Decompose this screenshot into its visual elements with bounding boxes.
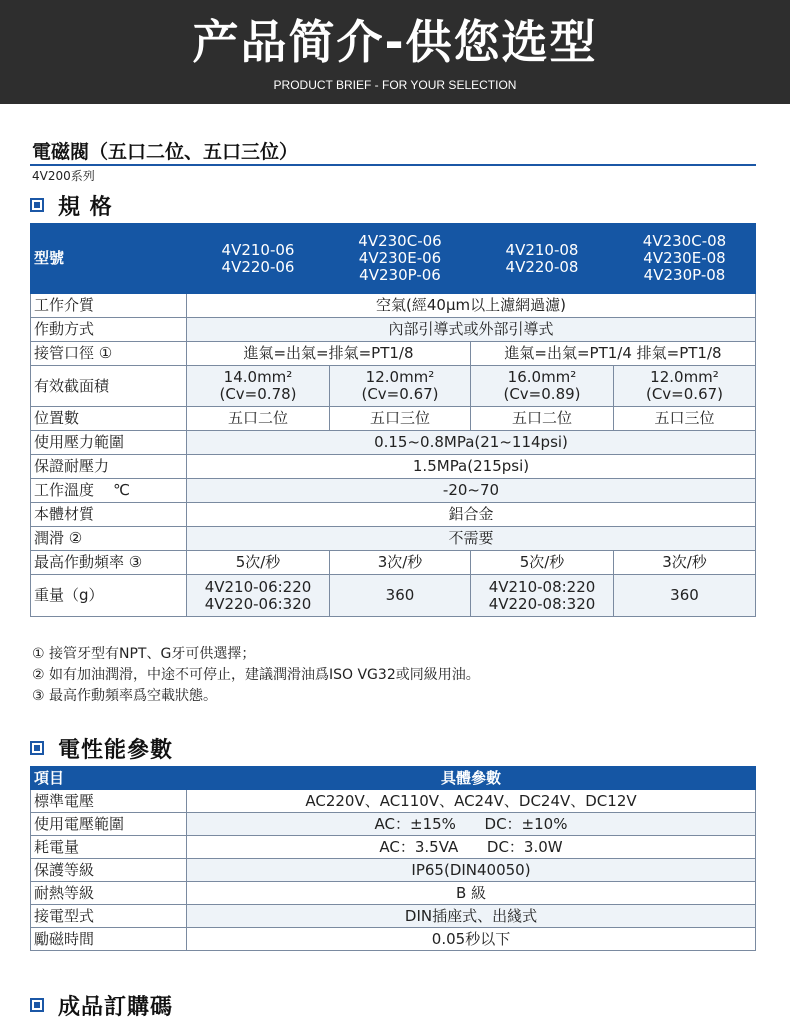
spec-label: 保證耐壓力 <box>31 455 187 479</box>
electrical-label: 標準電壓 <box>31 790 187 813</box>
spec-value: 14.0mm² (Cv=0.78) <box>187 366 330 407</box>
spec-notes <box>32 644 480 707</box>
electrical-row <box>31 882 756 905</box>
electrical-label: 保護等級 <box>31 859 187 882</box>
electrical-table <box>30 766 756 951</box>
spec-label: 使用壓力範圍 <box>31 431 187 455</box>
spec-value: 進氣=出氣=PT1/4 排氣=PT1/8 <box>471 342 756 366</box>
electrical-row <box>31 813 756 836</box>
model-col-4: 4V230C-08 4V230E-08 4V230P-08 <box>614 224 756 294</box>
param-header: 具體參數 <box>187 767 756 790</box>
square-bullet-icon <box>30 741 44 755</box>
model-col-2: 4V230C-06 4V230E-06 4V230P-06 <box>330 224 471 294</box>
electrical-label: 耐熱等級 <box>31 882 187 905</box>
spec-value: 3次/秒 <box>614 551 756 575</box>
electrical-row <box>31 790 756 813</box>
spec-label: 本體材質 <box>31 503 187 527</box>
order-section-heading <box>30 990 173 1020</box>
spec-label: 工作溫度 ℃ <box>31 479 187 503</box>
electrical-section-heading <box>30 733 173 763</box>
square-bullet-icon <box>30 198 44 212</box>
product-series: 4V200系列 <box>32 169 95 183</box>
spec-value: 16.0mm² (Cv=0.89) <box>471 366 614 407</box>
spec-value: 0.15~0.8MPa(21~114psi) <box>187 431 756 455</box>
electrical-value: 0.05秒以下 <box>187 928 756 951</box>
spec-row-positions <box>31 407 756 431</box>
spec-table <box>30 223 756 617</box>
spec-row-lubrication <box>31 527 756 551</box>
spec-label: 位置數 <box>31 407 187 431</box>
spec-section-heading <box>30 190 113 220</box>
spec-value: 4V210-08:220 4V220-08:320 <box>471 575 614 617</box>
electrical-value: AC220V、AC110V、AC24V、DC24V、DC12V <box>187 790 756 813</box>
spec-row-port <box>31 342 756 366</box>
electrical-header-row <box>31 767 756 790</box>
spec-value: 12.0mm² (Cv=0.67) <box>330 366 471 407</box>
order-section-title: 成品訂購碼 <box>58 994 174 1020</box>
spec-row-medium <box>31 294 756 318</box>
spec-label: 潤滑 ② <box>31 527 187 551</box>
spec-label: 最高作動頻率 ③ <box>31 551 187 575</box>
spec-value: 4V210-06:220 4V220-06:320 <box>187 575 330 617</box>
electrical-label: 耗電量 <box>31 836 187 859</box>
model-col-3: 4V210-08 4V220-08 <box>471 224 614 294</box>
electrical-value: AC：±15% DC：±10% <box>187 813 756 836</box>
spec-label: 作動方式 <box>31 318 187 342</box>
item-header: 項目 <box>31 767 187 790</box>
electrical-row <box>31 928 756 951</box>
electrical-label: 使用電壓範圍 <box>31 813 187 836</box>
model-label: 型號 <box>31 224 187 294</box>
banner-subtitle: PRODUCT BRIEF - FOR YOUR SELECTION <box>273 78 517 92</box>
spec-label: 有效截面積 <box>31 366 187 407</box>
spec-value: 5次/秒 <box>471 551 614 575</box>
spec-value: 進氣=出氣=排氣=PT1/8 <box>187 342 471 366</box>
spec-value: 不需要 <box>187 527 756 551</box>
note-item: ③ 最高作動頻率爲空載狀態。 <box>32 688 218 704</box>
electrical-section-title: 電性能參數 <box>58 737 174 763</box>
spec-row-proof-pressure <box>31 455 756 479</box>
note-item: ① 接管牙型有NPT、G牙可供選擇； <box>32 646 256 662</box>
spec-value: 五口三位 <box>330 407 471 431</box>
electrical-value: DIN插座式、出綫式 <box>187 905 756 928</box>
electrical-value: IP65(DIN40050) <box>187 859 756 882</box>
header-banner <box>0 0 790 104</box>
spec-label: 重量（g） <box>31 575 187 617</box>
electrical-row <box>31 836 756 859</box>
electrical-value: B 級 <box>187 882 756 905</box>
spec-value: 五口二位 <box>471 407 614 431</box>
electrical-row <box>31 905 756 928</box>
model-col-1: 4V210-06 4V220-06 <box>187 224 330 294</box>
square-bullet-icon <box>30 998 44 1012</box>
spec-row-material <box>31 503 756 527</box>
spec-value: 內部引導式或外部引導式 <box>187 318 756 342</box>
spec-row-actuation <box>31 318 756 342</box>
spec-value: 360 <box>614 575 756 617</box>
spec-row-frequency <box>31 551 756 575</box>
spec-value: 12.0mm² (Cv=0.67) <box>614 366 756 407</box>
electrical-value: AC：3.5VA DC：3.0W <box>187 836 756 859</box>
electrical-label: 接電型式 <box>31 905 187 928</box>
spec-value: 3次/秒 <box>330 551 471 575</box>
spec-row-temperature <box>31 479 756 503</box>
product-title: 電磁閥（五口二位、五口三位） <box>32 141 299 163</box>
spec-value: 鋁合金 <box>187 503 756 527</box>
spec-label: 工作介質 <box>31 294 187 318</box>
spec-value: 5次/秒 <box>187 551 330 575</box>
electrical-label: 勵磁時間 <box>31 928 187 951</box>
spec-value: 360 <box>330 575 471 617</box>
spec-value: 五口三位 <box>614 407 756 431</box>
spec-value: -20~70 <box>187 479 756 503</box>
spec-section-title: 規 格 <box>58 194 113 220</box>
electrical-row <box>31 859 756 882</box>
title-divider <box>30 164 756 166</box>
note-item: ② 如有加油潤滑，中途不可停止，建議潤滑油爲ISO VG32或同級用油。 <box>32 667 480 683</box>
spec-row-area <box>31 366 756 407</box>
banner-title: 产品简介-供您选型 <box>192 15 598 69</box>
spec-value: 五口二位 <box>187 407 330 431</box>
spec-row-pressure-range <box>31 431 756 455</box>
spec-value: 1.5MPa(215psi) <box>187 455 756 479</box>
spec-header-row <box>31 224 756 294</box>
spec-row-weight <box>31 575 756 617</box>
spec-label: 接管口徑 ① <box>31 342 187 366</box>
spec-value: 空氣(經40μm以上濾網過濾) <box>187 294 756 318</box>
